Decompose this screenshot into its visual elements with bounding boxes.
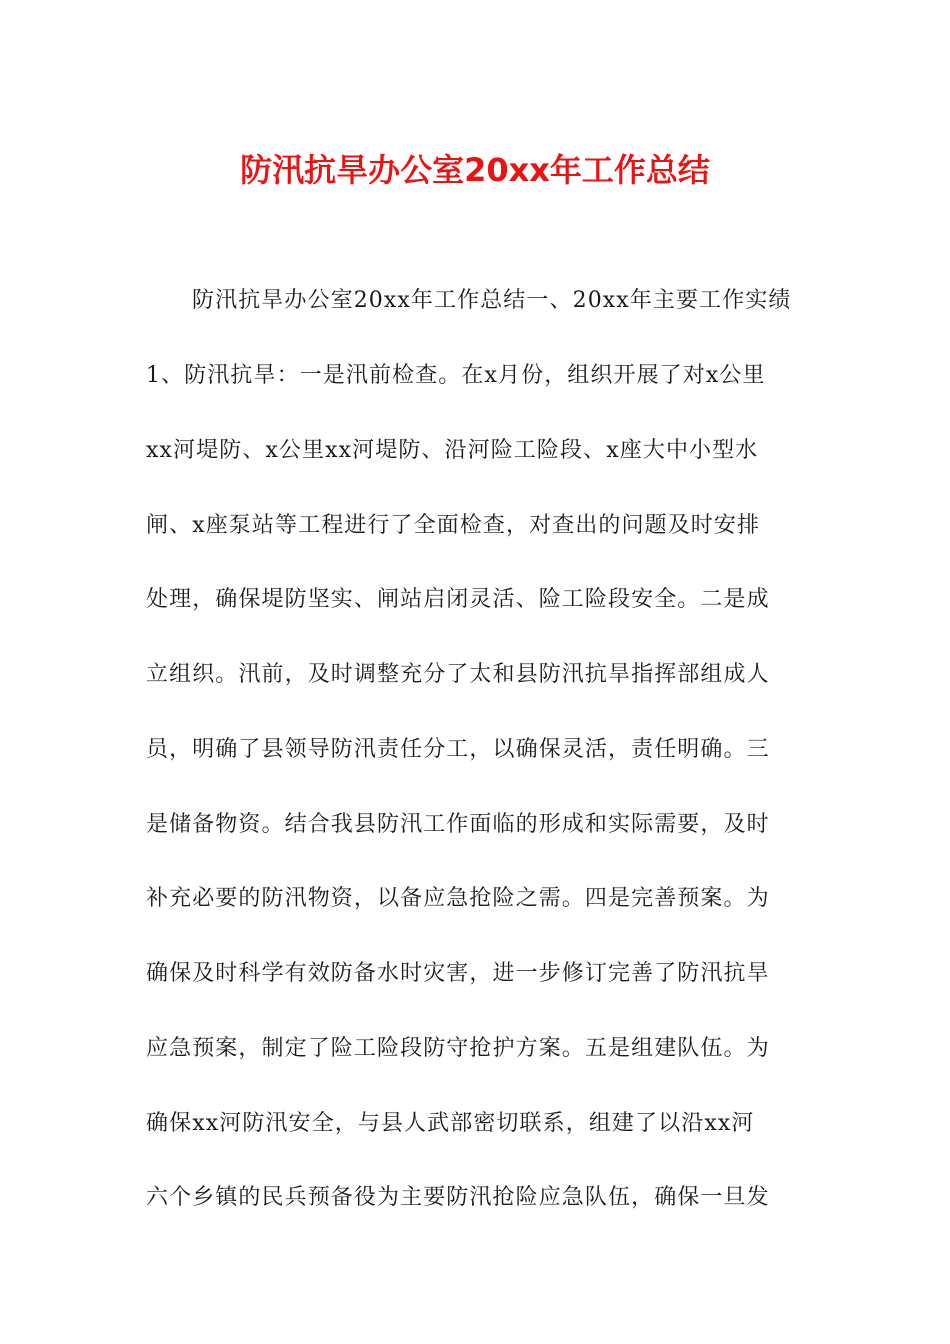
paragraph-line-1: 防汛抗旱办公室20xx年工作总结一、20xx年主要工作实绩: [192, 288, 792, 313]
paragraph-line-12: 确保xx河防汛安全，与县人武部密切联系，组建了以沿xx河: [146, 1111, 755, 1136]
paragraph-line-5: 处理，确保堤防坚实、闸站启闭灵活、险工险段安全。二是成: [146, 587, 770, 612]
paragraph-line-13: 六个乡镇的民兵预备役为主要防汛抢险应急队伍，确保一旦发: [146, 1185, 770, 1210]
paragraph-line-11: 应急预案，制定了险工险段防守抢护方案。五是组建队伍。为: [146, 1036, 770, 1061]
paragraph-line-10: 确保及时科学有效防备水时灾害，进一步修订完善了防汛抗旱: [146, 961, 770, 986]
paragraph-line-3: xx河堤防、x公里xx河堤防、沿河险工险段、x座大中小型水: [146, 438, 759, 463]
paragraph-line-7: 员，明确了县领导防汛责任分工，以确保灵活，责任明确。三: [146, 737, 770, 762]
paragraph-line-6: 立组织。汛前，及时调整充分了太和县防汛抗旱指挥部组成人: [146, 662, 770, 687]
paragraph-line-2: 1、防汛抗旱：一是汛前检查。在x月份，组织开展了对x公里: [146, 363, 766, 388]
paragraph-line-4: 闸、x座泵站等工程进行了全面检查，对查出的问题及时安排: [146, 513, 761, 538]
document-title: 防汛抗旱办公室20xx年工作总结: [240, 151, 710, 189]
paragraph-line-9: 补充必要的防汛物资，以备应急抢险之需。四是完善预案。为: [146, 886, 770, 911]
paragraph-line-8: 是储备物资。结合我县防汛工作面临的形成和实际需要，及时: [146, 812, 770, 837]
